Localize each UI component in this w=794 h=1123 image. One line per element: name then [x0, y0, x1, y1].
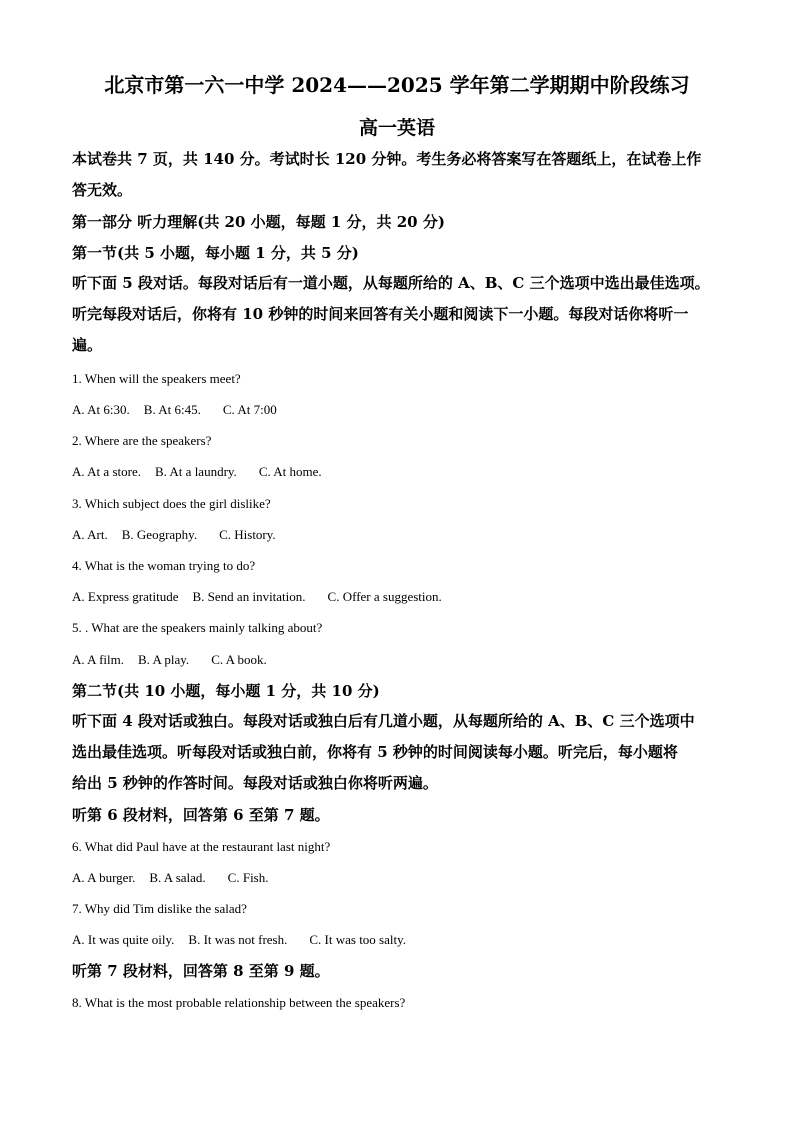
question-stem: 6. What did Paul have at the restaurant last night?: [72, 839, 331, 854]
question-stem: 2. Where are the speakers?: [72, 433, 212, 448]
question-stem: 8. What is the most probable relationship between the speakers?: [72, 995, 406, 1010]
option: C. History.: [219, 527, 276, 542]
option: A. At a store.: [72, 464, 141, 479]
exam-subtitle: 高一英语: [358, 117, 435, 139]
option: B. A play.: [138, 652, 190, 667]
option: C. A book.: [211, 652, 267, 667]
intro-line: 本试卷共 7 页，共 140 分。考试时长 120 分钟。考生务必将答案写在答题纸上，在试卷上作: [72, 150, 702, 168]
question-stem: 7. Why did Tim dislike the salad?: [72, 901, 247, 916]
option: C. At home.: [258, 464, 322, 479]
instruction-line: 遍。: [72, 336, 103, 354]
question-options: [72, 869, 269, 887]
intro-line: 答无效。: [72, 181, 133, 199]
option: C. At 7:00: [222, 402, 277, 417]
section1-heading: 第一节(共 5 小题，每小题 1 分，共 5 分): [72, 244, 359, 262]
question-options: [72, 526, 276, 544]
question-options: [72, 588, 442, 606]
option: C. Offer a suggestion.: [327, 589, 442, 604]
question-options: [72, 931, 406, 949]
question-stem: 4. What is the woman trying to do?: [72, 558, 256, 573]
option: A. At 6:30.: [72, 402, 130, 417]
instruction-line: 听完每段对话后，你将有 10 秒钟的时间来回答有关小题和阅读下一小题。每段对话你将听一: [72, 305, 689, 323]
material-heading: 听第 6 段材料，回答第 6 至第 7 题。: [72, 806, 330, 824]
instruction-line: 选出最佳选项。听每段对话或独白前，你将有 5 秒钟的时间阅读每小题。听完后，每小题将: [72, 743, 678, 761]
option: B. At a laundry.: [154, 464, 237, 479]
section2-heading: 第二节(共 10 小题，每小题 1 分，共 10 分): [72, 682, 380, 700]
instruction-line: 听下面 4 段对话或独白。每段对话或独白后有几道小题，从每题所给的 A、B、C 三个选项中: [72, 712, 695, 730]
question-stem: 1. When will the speakers meet?: [72, 371, 241, 386]
option: C. It was too salty.: [309, 932, 407, 947]
part1-heading: 第一部分 听力理解(共 20 小题，每题 1 分，共 20 分): [72, 213, 445, 231]
option: B. Geography.: [121, 527, 198, 542]
option: B. Send an invitation.: [192, 589, 306, 604]
question-options: [72, 651, 267, 669]
option: A. Art.: [72, 527, 108, 542]
exam-intro: [72, 144, 724, 206]
option: A. Express gratitude: [72, 589, 179, 604]
option: B. It was not fresh.: [188, 932, 288, 947]
question-stem: 5. . What are the speakers mainly talking about?: [72, 620, 323, 635]
question-stem: 3. Which subject does the girl dislike?: [72, 496, 271, 511]
option: B. At 6:45.: [143, 402, 201, 417]
section1-instructions: [72, 268, 724, 361]
material-heading: 听第 7 段材料，回答第 8 至第 9 题。: [72, 962, 330, 980]
question-options: [72, 463, 322, 481]
question-options: [72, 401, 277, 419]
option: A. It was quite oily.: [72, 932, 175, 947]
exam-title: 北京市第一六一中学 2024——2025 学年第二学期期中阶段练习: [104, 73, 690, 97]
option: A. A burger.: [72, 870, 136, 885]
instruction-line: 听下面 5 段对话。每段对话后有一道小题，从每题所给的 A、B、C 三个选项中选出最佳选项。: [72, 274, 710, 292]
option: A. A film.: [72, 652, 125, 667]
option: C. Fish.: [227, 870, 269, 885]
option: B. A salad.: [149, 870, 206, 885]
instruction-line: 给出 5 秒钟的作答时间。每段对话或独白你将听两遍。: [72, 774, 438, 792]
section2-instructions: [72, 706, 724, 799]
